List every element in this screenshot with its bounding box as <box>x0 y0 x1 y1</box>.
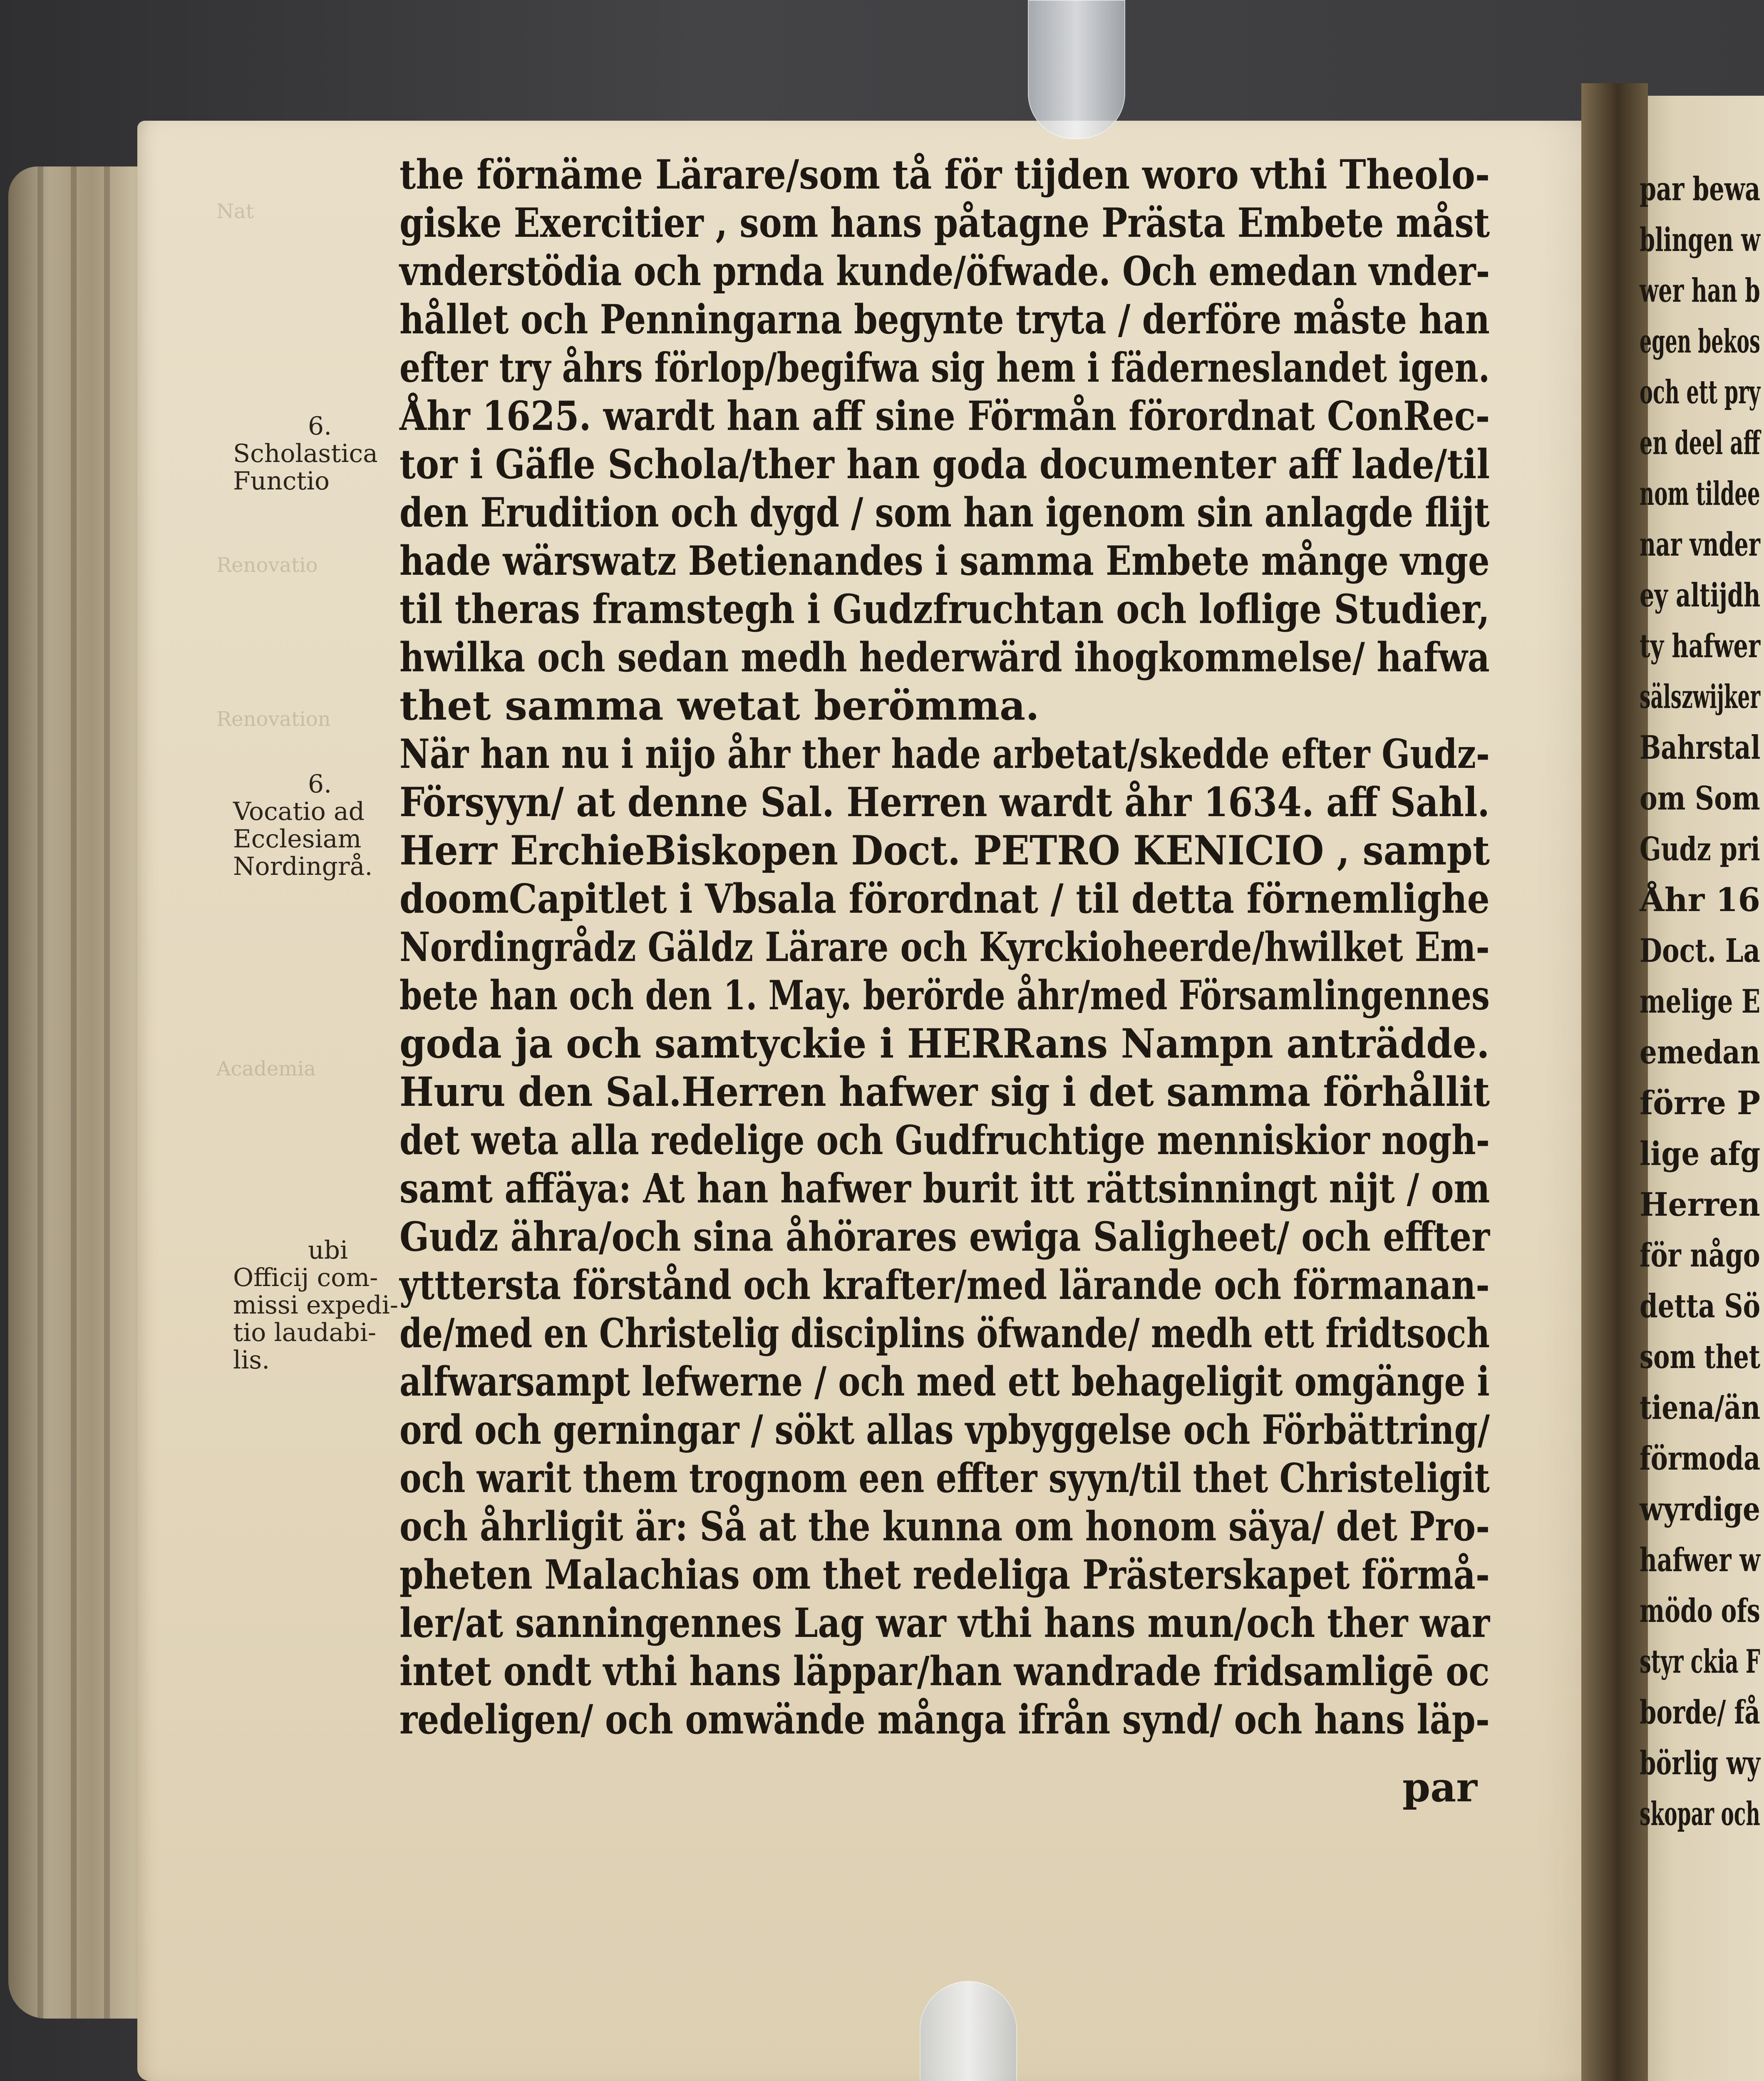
right-page-line: egen bekos <box>1640 323 1760 360</box>
right-page-line: par bewa <box>1640 170 1761 208</box>
text-line: och warit them trognom een effter syyn/til thet Christeligit <box>399 1455 1490 1502</box>
margin-note-line: Nordingrå. <box>233 852 373 881</box>
book-clip-top <box>1028 0 1125 139</box>
right-page-line: och ett pry <box>1640 373 1761 411</box>
right-page-line: om Som <box>1640 780 1760 817</box>
margin-note-line: Vocatio ad <box>233 797 365 826</box>
right-page-line: tiena/än <box>1640 1389 1761 1427</box>
right-page-line: nom tildee <box>1640 475 1760 513</box>
right-page-line: en deel aff <box>1640 424 1760 462</box>
right-page-line: blingen w <box>1640 221 1760 259</box>
margin-note-line: 6. <box>308 412 332 441</box>
right-page-line: sälszwijker <box>1640 678 1761 716</box>
right-page-line: för någo <box>1640 1237 1760 1274</box>
right-page-line: wer han b <box>1640 272 1760 310</box>
right-page-line: styr ckia F <box>1640 1643 1760 1681</box>
bleed-through-text: Renovation <box>216 708 331 731</box>
text-line: Gudz ähra/och sina åhörares ewiga Saligheet/ och effter <box>399 1213 1490 1260</box>
text-line: giske Exercitier , som hans påtagne Prästa Embete måst <box>399 199 1490 246</box>
right-page-line: hafwer w <box>1640 1541 1760 1579</box>
right-page-line: förmoda <box>1640 1440 1761 1478</box>
text-line: ytttersta förstånd och krafter/med lärande och förmanan- <box>399 1262 1490 1309</box>
right-page-line: börlig wy <box>1640 1744 1761 1782</box>
right-page-line: Gudz pri <box>1640 830 1760 868</box>
margin-note-line: Officij com- <box>233 1263 378 1292</box>
margin-note-line: 6. <box>308 770 332 799</box>
right-page-line: skopar och <box>1640 1795 1760 1833</box>
text-line: Herr ErchieBiskopen Doct. PETRO KENICIO , sampt <box>399 827 1490 874</box>
text-line: goda ja och samtyckie i HERRans Nampn anträdde. <box>399 1020 1490 1067</box>
text-line: Nordingrådz Gäldz Lärare och Kyrckioheerde/hwilket Em- <box>399 924 1490 971</box>
right-page-line: borde/ få <box>1640 1694 1760 1731</box>
right-page-line: Bahrstal <box>1640 729 1761 767</box>
margin-note-line: Functio <box>233 467 330 496</box>
text-line: När han nu i nijo åhr ther hade arbetat/skedde efter Gudz- <box>399 730 1490 777</box>
margin-note-line: ubi <box>308 1236 348 1265</box>
text-line: alfwarsampt lefwerne / och med ett behageligit omgänge i <box>399 1358 1490 1405</box>
text-line: intet ondt vthi hans läppar/han wandrade fridsamligē oc <box>399 1648 1490 1695</box>
bleed-through-text: Academia <box>216 1057 316 1080</box>
text-line: doomCapitlet i Vbsala förordnat / til detta förnemlighe <box>399 875 1490 922</box>
margin-note-line: lis. <box>233 1346 270 1375</box>
bleed-through-text: Renovatio <box>216 554 318 577</box>
right-page-line: nar vnder <box>1640 526 1760 564</box>
text-line: det weta alla redelige och Gudfruchtige menniskior nogh- <box>399 1117 1490 1164</box>
right-page-line: lige afg <box>1640 1135 1761 1173</box>
text-line: och åhrligit är: Så at the kunna om honom säya/ det Pro- <box>399 1503 1490 1550</box>
text-line: pheten Malachias om thet redeliga Prästerskapet förmå- <box>399 1551 1490 1598</box>
book-gutter <box>1581 83 1648 2081</box>
text-line: ler/at sanningennes Lag war vthi hans mun/och ther war <box>399 1599 1490 1646</box>
right-page-line: mödo ofs <box>1640 1592 1760 1630</box>
text-line: tor i Gäfle Schola/ther han goda documenter aff lade/til <box>399 441 1490 488</box>
right-page-line: wyrdige <box>1640 1490 1760 1528</box>
text-line: Huru den Sal.Herren hafwer sig i det samma förhållit <box>399 1068 1490 1115</box>
margin-note-line: missi expedi- <box>233 1291 399 1320</box>
text-line: vnderstödia och prnda kunde/öfwade. Och emedan vnder- <box>399 248 1490 295</box>
right-page-line: Åhr 16 <box>1640 881 1761 919</box>
margin-note-line: tio laudabi- <box>233 1318 377 1347</box>
text-line: hållet och Penningarna begynte tryta / derföre måste han <box>399 296 1490 343</box>
text-line: samt affäya: At han hafwer burit itt rättsinningt nijt / om <box>399 1165 1490 1212</box>
text-line: de/med en Christelig disciplins öfwande/ medh ett fridtsoch <box>399 1310 1490 1357</box>
right-page-line: Herren <box>1640 1186 1760 1224</box>
right-page-line: ey altijdh <box>1640 576 1761 614</box>
right-page-line: Doct. La <box>1640 932 1760 970</box>
right-page-line: förre P <box>1640 1084 1761 1122</box>
catchword: par <box>1402 1764 1477 1811</box>
right-page-line: melige E <box>1640 983 1761 1021</box>
margin-note-line: Scholastica <box>233 439 378 468</box>
right-page-line: ty hafwer <box>1640 627 1761 665</box>
text-line: til theras framstegh i Gudzfruchtan och loflige Studier, <box>399 586 1490 633</box>
text-line: efter try åhrs förlop/begifwa sig hem i fäderneslandet igen. <box>399 344 1490 391</box>
text-line: Åhr 1625. wardt han aff sine Förmån förordnat ConRec- <box>399 392 1490 440</box>
text-line: hwilka och sedan medh hederwärd ihogkommelse/ hafwa <box>399 634 1490 681</box>
bleed-through-text: Nat <box>216 200 254 223</box>
right-page-line: som thet <box>1640 1338 1761 1376</box>
text-line: ord och gerningar / sökt allas vpbyggelse och Förbättring/ <box>399 1406 1490 1453</box>
text-line: the förnäme Lärare/som tå för tijden woro vthi Theolo- <box>399 151 1490 198</box>
right-page-line: emedan <box>1640 1033 1760 1071</box>
text-line: bete han och den 1. May. berörde åhr/med Församlingennes <box>399 972 1490 1019</box>
text-line: Försyyn/ at denne Sal. Herren wardt åhr 1634. aff Sahl. <box>399 779 1490 826</box>
margin-note-line: Ecclesiam <box>233 824 362 854</box>
text-line: den Erudition och dygd / som han igenom sin anlagde flijt <box>399 489 1490 536</box>
right-page-line: detta Sö <box>1640 1287 1761 1325</box>
text-line: thet samma wetat berömma. <box>399 682 1040 729</box>
book-clip-bottom <box>920 1981 1017 2081</box>
text-line: redeligen/ och omwände många ifrån synd/ och hans läp- <box>399 1696 1490 1743</box>
text-line: hade wärswatz Betienandes i samma Embete månge vnge <box>399 537 1490 584</box>
